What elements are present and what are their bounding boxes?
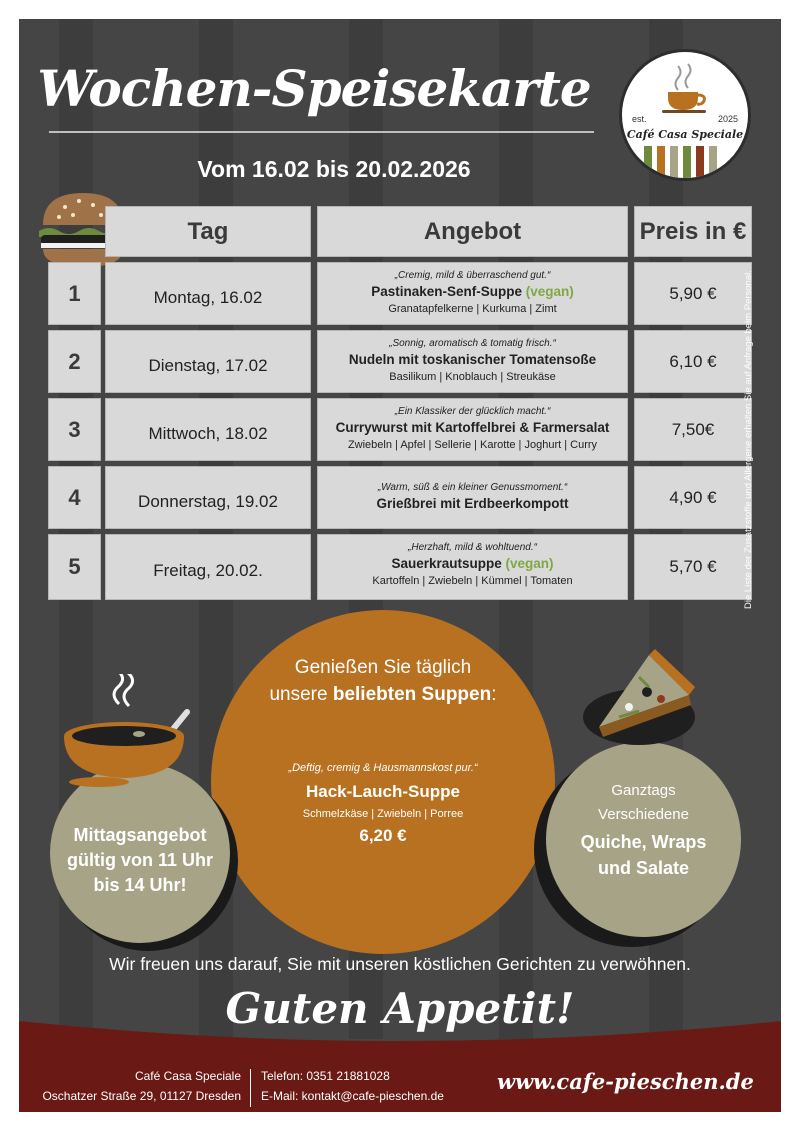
allday-circle (546, 742, 741, 937)
header-price: Preis in € (634, 206, 752, 257)
menu-poster (19, 19, 781, 1112)
allday-line1: Ganztags (611, 782, 676, 799)
dish-title: Sauerkrautsuppe (391, 556, 502, 571)
logo-est: est. (632, 114, 647, 124)
row-number: 4 (48, 466, 101, 529)
dish-ingredients: Basilikum | Knoblauch | Streukäse (389, 371, 556, 383)
row-price: 5,70 € (634, 534, 752, 600)
soup-intro (211, 654, 555, 708)
dish-name (318, 555, 627, 573)
cafe-logo (619, 49, 751, 181)
dish-quote: „Warm, süß & ein kleiner Genussmoment.“ (377, 482, 568, 493)
soup-quote: „Deftig, cremig & Hausmannskost pur.“ (288, 762, 478, 774)
soup-bowl-icon (59, 674, 199, 789)
row-number: 5 (48, 534, 101, 600)
soup-intro-line2 (211, 681, 555, 708)
dish-quote: „Herzhaft, mild & wohltuend.“ (408, 542, 537, 553)
row-day: Montag, 16.02 (105, 262, 311, 325)
row-number: 2 (48, 330, 101, 393)
lunch-line1: Mittagsangebot (73, 825, 207, 845)
soup-dish: Hack-Lauch-Suppe (306, 782, 460, 801)
dish-ingredients: Zwiebeln | Apfel | Sellerie | Karotte | Joghurt | Curry (347, 439, 598, 451)
row-offer (317, 534, 628, 600)
logo-color-bar (644, 146, 652, 178)
dish-name (318, 283, 627, 301)
dish-quote: „Cremig, mild & überraschend gut.“ (394, 270, 551, 281)
soup-intro-bold: beliebten Suppen (332, 684, 492, 705)
closing-message: Wir freuen uns darauf, Sie mit unseren köstlichen Gerichten zu verwöhnen. (109, 954, 691, 974)
dish-name: Grießbrei mit Erdbeerkompott (376, 496, 569, 511)
header-offer: Angebot (317, 206, 628, 257)
appetit-heading: Guten Appetit! (225, 984, 575, 1033)
row-offer (317, 262, 628, 325)
dish-quote: „Ein Klassiker der glücklich macht.“ (394, 406, 551, 417)
footer-divider (250, 1069, 251, 1107)
logo-stripes (644, 146, 722, 181)
footer-phone[interactable]: Telefon: 0351 21881028 (261, 1069, 390, 1083)
footer-email[interactable]: E-Mail: kontakt@cafe-pieschen.de (261, 1089, 444, 1103)
soup-special-circle (211, 610, 555, 954)
logo-color-bar (696, 146, 704, 178)
soup-ingredients: Schmelzkäse | Zwiebeln | Porree (302, 808, 464, 820)
header-day: Tag (105, 206, 311, 257)
lunch-text (50, 823, 230, 898)
row-price: 6,10 € (634, 330, 752, 393)
logo-color-bar (683, 146, 691, 178)
title-divider (49, 131, 594, 133)
allergen-note: Die Liste der Zusatzstoffe und Allergene erhalten Sie auf Anfrage beim Personal. (743, 270, 754, 609)
soup-intro-suffix: : (491, 684, 497, 705)
footer-cafe-name: Café Casa Speciale (134, 1069, 241, 1083)
row-offer (317, 398, 628, 461)
logo-name: Café Casa Speciale (626, 128, 744, 141)
row-offer (317, 330, 628, 393)
dish-name: Currywurst mit Kartoffelbrei & Farmersalat (335, 420, 610, 435)
row-number: 1 (48, 262, 101, 325)
row-price: 7,50€ (634, 398, 752, 461)
row-offer (317, 466, 628, 529)
row-price: 5,90 € (634, 262, 752, 325)
lunch-line3: bis 14 Uhr! (93, 875, 187, 895)
row-day: Dienstag, 17.02 (105, 330, 311, 393)
allday-line2: Verschiedene (598, 806, 689, 823)
lunch-circle (50, 763, 230, 943)
dish-ingredients: Kartoffeln | Zwiebeln | Kümmel | Tomaten (372, 575, 573, 587)
dish-quote: „Sonnig, aromatisch & tomatig frisch.“ (389, 338, 556, 349)
coffee-cup-icon (660, 62, 710, 114)
logo-year: 2025 (717, 114, 738, 124)
logo-color-bar (709, 146, 717, 178)
page-title: Wochen-Speisekarte (37, 59, 591, 118)
quiche-icon (579, 647, 709, 747)
row-number: 3 (48, 398, 101, 461)
soup-price: 6,20 € (359, 826, 407, 845)
dish-name: Nudeln mit toskanischer Tomatensoße (348, 352, 597, 367)
date-range: Vom 16.02 bis 20.02.2026 (197, 156, 471, 182)
vegan-tag: (vegan) (505, 556, 554, 571)
dish-ingredients: Granatapfelkerne | Kurkuma | Zimt (388, 303, 557, 315)
allday-line4: und Salate (597, 858, 690, 878)
footer-website-link[interactable]: www.cafe-pieschen.de (497, 1069, 754, 1094)
soup-intro-prefix: unsere (269, 684, 333, 705)
dish-title: Pastinaken-Senf-Suppe (371, 284, 522, 299)
logo-color-bar (670, 146, 678, 178)
allday-line3: Quiche, Wraps (580, 832, 707, 852)
row-day: Donnerstag, 19.02 (105, 466, 311, 529)
soup-intro-line1: Genießen Sie täglich (294, 657, 472, 678)
lunch-line2: gültig von 11 Uhr (66, 850, 213, 870)
footer-address: Oschatzer Straße 29, 01127 Dresden (42, 1089, 241, 1103)
logo-color-bar (657, 146, 665, 178)
row-day: Freitag, 20.02. (105, 534, 311, 600)
vegan-tag: (vegan) (525, 284, 574, 299)
row-day: Mittwoch, 18.02 (105, 398, 311, 461)
row-price: 4,90 € (634, 466, 752, 529)
